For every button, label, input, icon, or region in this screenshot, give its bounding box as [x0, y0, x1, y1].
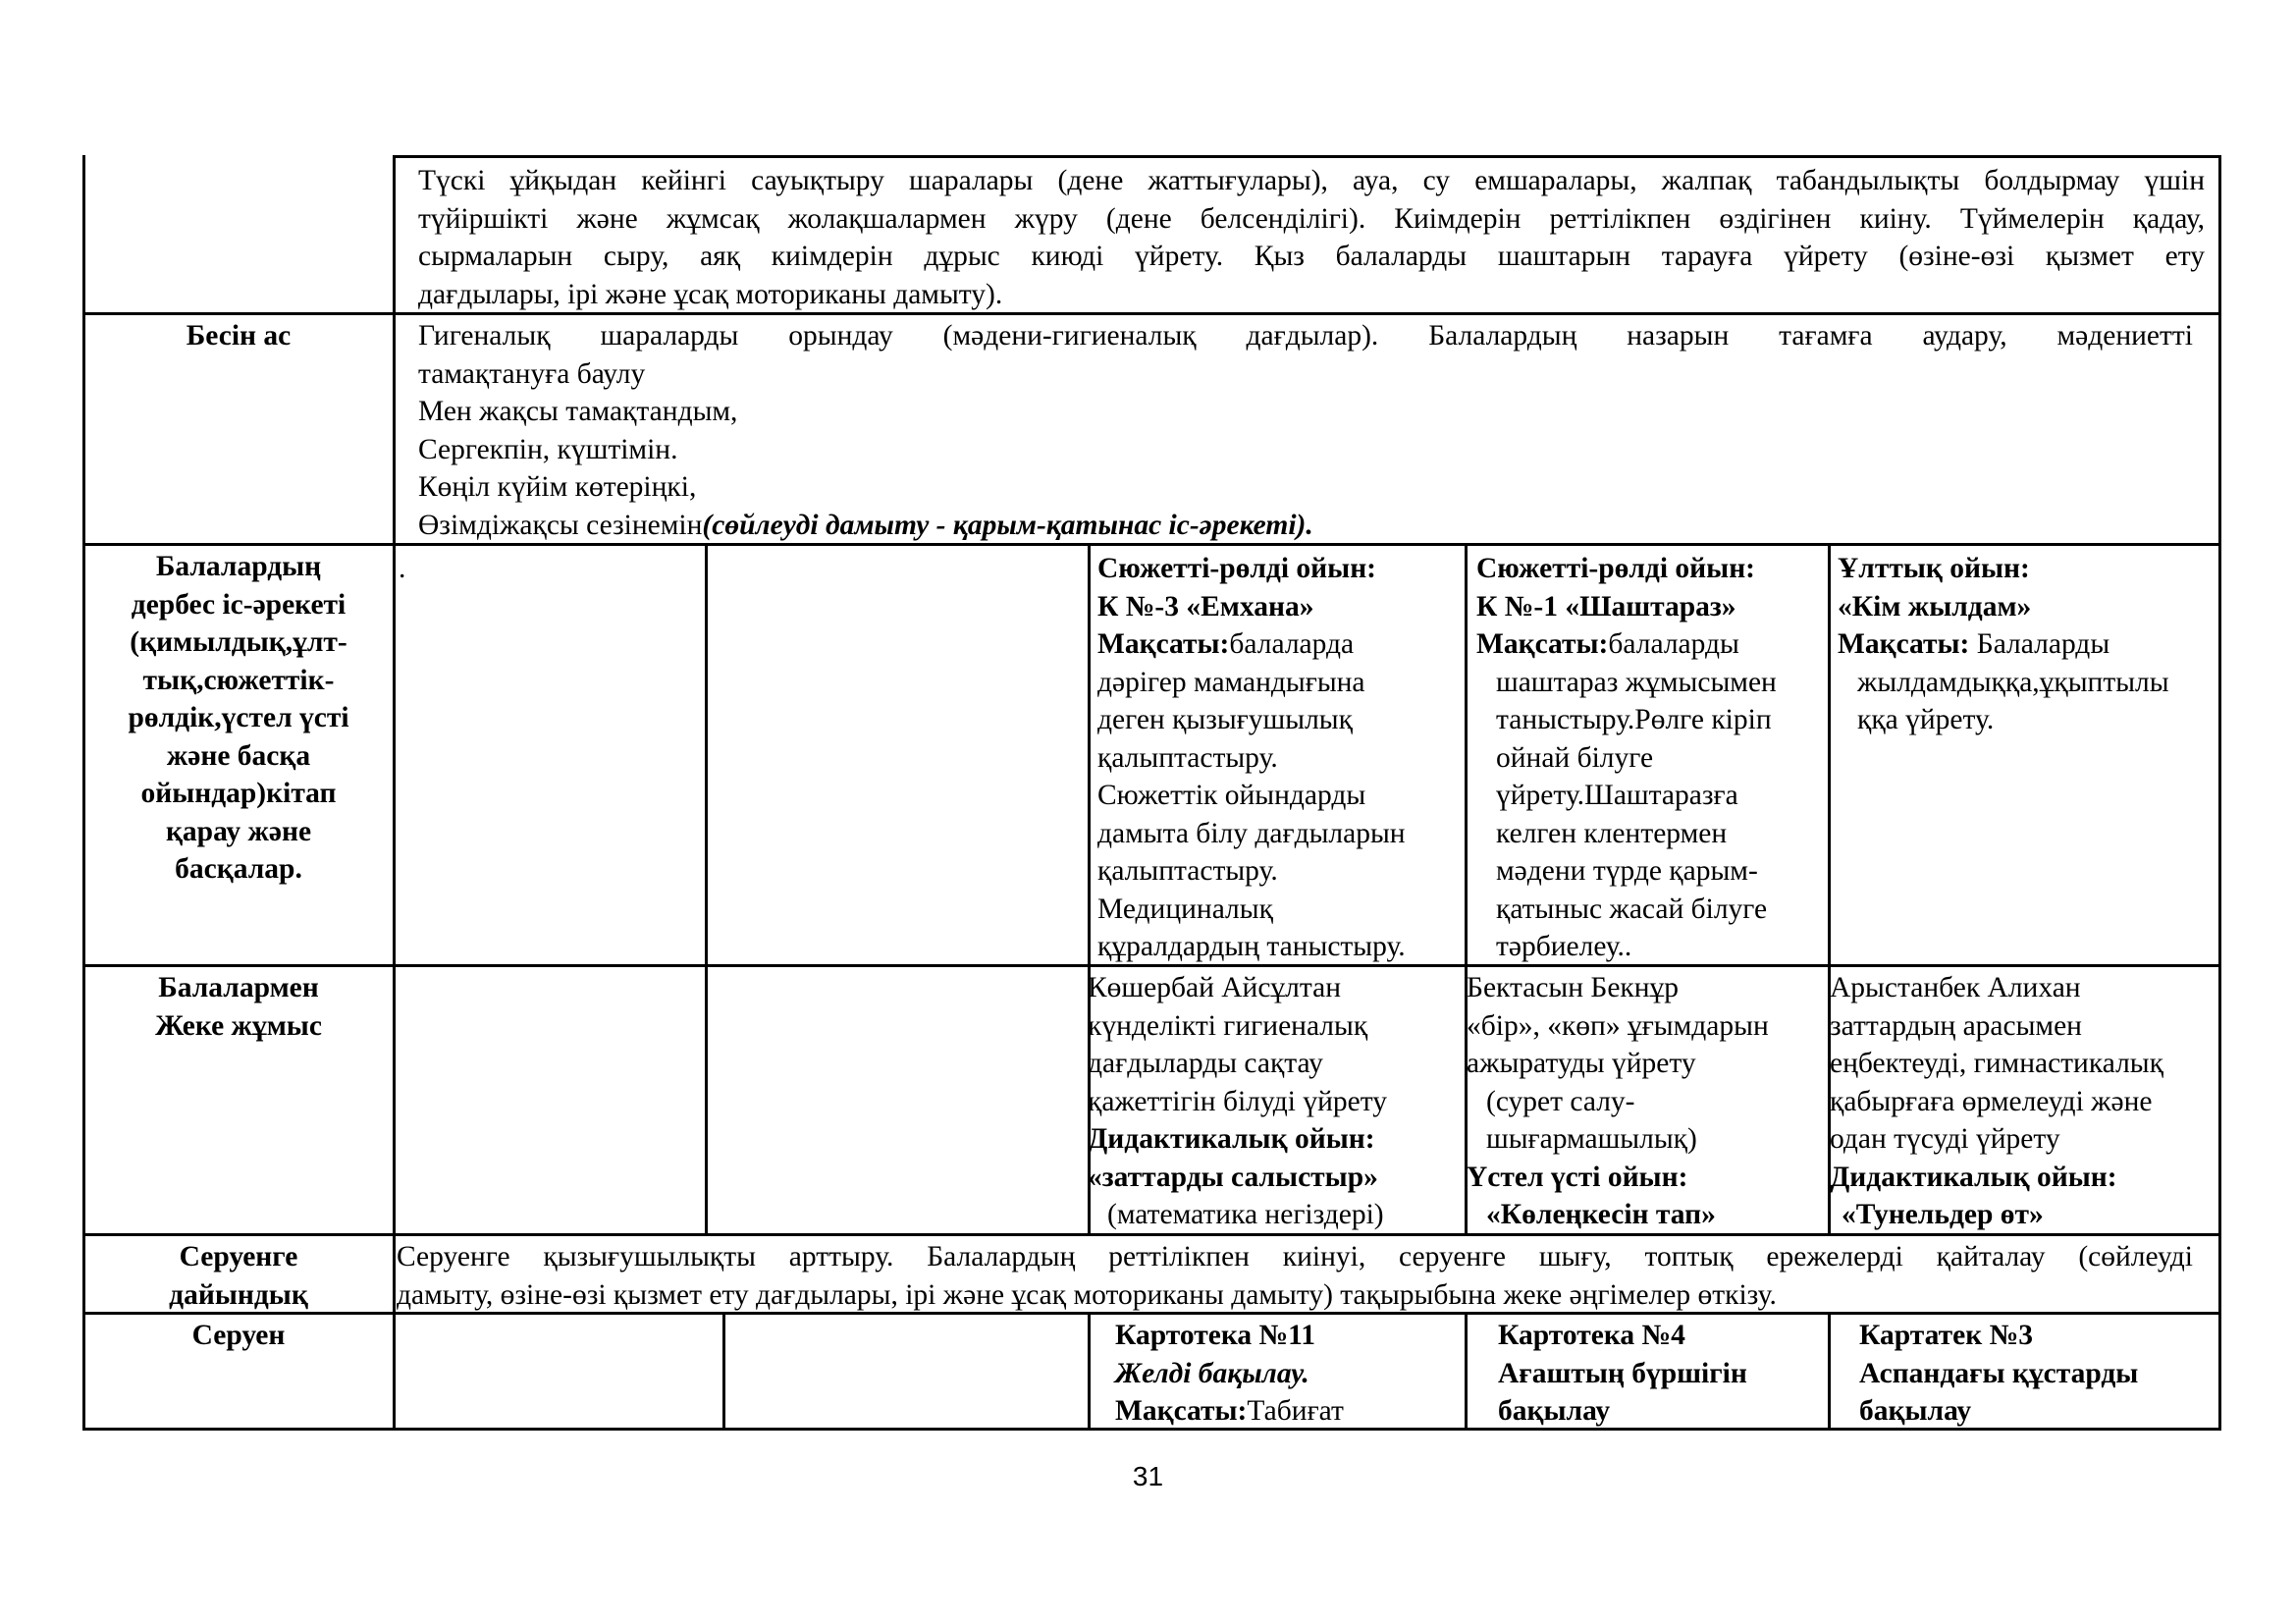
- goal-label: Мақсаты:: [1838, 628, 1970, 660]
- game-title: Дидактикалық ойын:: [1088, 1123, 1375, 1155]
- text-line: дамыта білу дағдыларын: [1097, 817, 1406, 849]
- independent-col4: [1476, 550, 1777, 966]
- walk-prep-text: [397, 1238, 2193, 1314]
- goal-label: Мақсаты:: [1476, 628, 1609, 660]
- table-rule: [705, 543, 708, 1235]
- text-line: Көңіл күйім көтеріңкі,: [418, 471, 697, 503]
- page-number: 31: [1132, 1461, 1164, 1491]
- text-line: түйіршікті және жұмсақ жолақшалармен жүру (дене белсенділігі). Киімдерін реттілікпен өздігінен киіну. Түймелерін қадау,: [418, 202, 2205, 235]
- label-line: және басқа: [166, 739, 311, 772]
- text-line: (математика негіздері): [1107, 1199, 1384, 1230]
- card-title: Картотека №4: [1498, 1320, 1685, 1351]
- text-line: Сергекпін, күштімін.: [418, 433, 678, 465]
- goal-line: [1476, 625, 1777, 664]
- text-line: сырмаларын сыру, аяқ киімдерін дұрыс киюді үйрету. Қыз балаларды шаштарын тарауға үйрету (өзіне-өзі қызмет ету: [418, 241, 2205, 272]
- label-line: рөлдік,үстел үсті: [128, 702, 349, 733]
- text-line: дамыту, өзіне-өзі қызмет ету дағдылары, ірі және ұсақ моториканы дамыту) тақырыбына жеке әңгімелер өткізу.: [397, 1278, 1777, 1311]
- card-subtitle: Аспандағы құстарды: [1859, 1357, 2139, 1389]
- table-rule: [722, 1312, 725, 1430]
- walk-col4: [1498, 1317, 1747, 1431]
- text-line: қажеттігін білуді үйрету: [1088, 1085, 1387, 1117]
- independent-col1-mark: .: [399, 553, 406, 584]
- game-name: «заттарды салыстыр»: [1088, 1161, 1378, 1193]
- goal-text: балаларды: [1608, 628, 1739, 660]
- label-line: Жеке жұмыс: [155, 1009, 322, 1042]
- nap-wellness-text: [418, 162, 2205, 313]
- text-line: тамақтануға баулу: [418, 357, 646, 390]
- goal-line: [1838, 625, 2169, 664]
- text-line: жылдамдыққа,ұқыптылы: [1857, 666, 2169, 698]
- goal-line: [1097, 625, 1406, 664]
- label-line: қарау және: [165, 815, 312, 847]
- card-title: Картотека №11: [1115, 1320, 1316, 1351]
- text-line: Гигеналық шараларды орындау (мәдени-гигиеналық дағдылар). Балалардың назарын тағамға аудару, мәдениетті: [418, 320, 2193, 352]
- row-label-independent: [86, 548, 391, 889]
- goal-label: Мақсаты:: [1115, 1395, 1248, 1427]
- label-line: дербес іс-әрекеті: [131, 588, 347, 621]
- walk-col3: [1115, 1317, 1344, 1431]
- text-line: тәрбиелеу..: [1496, 931, 1632, 962]
- text-line: ойнай білуге: [1496, 741, 1654, 774]
- text-line: шығармашылық): [1486, 1123, 1697, 1155]
- individual-col4: [1467, 969, 1769, 1234]
- text-line: Бектасын Бекнұр: [1467, 972, 1680, 1003]
- text-line: шаштараз жұмысымен: [1496, 666, 1777, 698]
- card-subtitle: бақылау: [1859, 1395, 1972, 1427]
- text-line: дағдыларды сақтау: [1088, 1048, 1323, 1079]
- text-line: Арыстанбек Алихан: [1830, 972, 2081, 1003]
- goal-text: балаларда: [1229, 628, 1355, 660]
- game-title: Үстел үсті ойын:: [1467, 1161, 1688, 1193]
- text-line: заттардың арасымен: [1830, 1009, 2082, 1042]
- text-line: Серуенге қызығушылықты арттыру. Балалардың реттілікпен киінуі, серуенге шығу, топтық ережелерді қайталау (сөйлеуді: [397, 1241, 2193, 1272]
- card-subtitle: Ағаштың бүршігін: [1498, 1357, 1747, 1389]
- label-line: Серуенге: [179, 1241, 298, 1272]
- game-name: К №-1 «Шаштараз»: [1476, 590, 1736, 623]
- game-name: «Көлеңкесін тап»: [1486, 1199, 1716, 1230]
- row-label-walk: Серуен: [191, 1320, 286, 1351]
- text-line: қабырғаға өрмелеуді және: [1830, 1085, 2153, 1117]
- text-line: Мен жақсы тамақтандым,: [418, 396, 738, 427]
- text-line: таныстыру.Рөлге кіріп: [1496, 704, 1772, 735]
- text-line: одан түсуді үйрету: [1830, 1123, 2060, 1155]
- card-title: Картатек №3: [1859, 1320, 2033, 1351]
- text-line: еңбектеуді, гимнастикалық: [1830, 1048, 2163, 1079]
- individual-col3: [1088, 969, 1387, 1234]
- label-line: басқалар.: [175, 853, 302, 885]
- game-name: «Тунельдер өт»: [1842, 1199, 2044, 1230]
- text-line: құралдардың таныстыру.: [1097, 931, 1406, 962]
- goal-text: Балаларды: [1969, 628, 2110, 660]
- text-line: күнделікті гигиеналық: [1088, 1009, 1368, 1042]
- table-rule: [82, 155, 85, 1431]
- independent-col3: [1097, 550, 1406, 966]
- text-line: (сурет салу-: [1486, 1085, 1635, 1117]
- text-line: келген клентермен: [1496, 817, 1728, 849]
- game-name: «Кім жылдам»: [1838, 590, 2032, 623]
- label-line: (қимылдық,ұлт-: [130, 626, 347, 658]
- card-subtitle: бақылау: [1498, 1395, 1611, 1427]
- walk-col5: [1859, 1317, 2138, 1431]
- text-line: қалыптастыру.: [1097, 855, 1278, 887]
- game-title: Дидактикалық ойын:: [1830, 1161, 2117, 1193]
- game-title: Сюжетті-рөлді ойын:: [1097, 553, 1377, 584]
- text-line: Түскі ұйқыдан кейінгі сауықтыру шаралары (дене жаттығулары), ауа, су емшаралары, жалпақ табандылықты болдырмау үшін: [418, 165, 2205, 196]
- text-line: деген қызығушылық: [1097, 704, 1353, 735]
- table-rule: [393, 155, 2220, 158]
- label-line: дайындық: [169, 1278, 308, 1311]
- label-line: Балалардың: [155, 551, 322, 582]
- table-rule: [393, 155, 396, 1431]
- text-line: Медициналық: [1097, 893, 1273, 925]
- text-line: Көшербай Айсұлтан: [1088, 972, 1342, 1003]
- individual-col5: [1830, 969, 2163, 1234]
- text-line: мәдени түрде қарым-: [1496, 855, 1758, 887]
- snack-text: [418, 317, 2193, 544]
- goal-text: Табиғат: [1247, 1395, 1344, 1427]
- goal-line: [1115, 1392, 1344, 1431]
- label-line: ойындар)кітап: [140, 778, 337, 809]
- text-line: қатыныс жасай білуге: [1496, 893, 1768, 925]
- card-subtitle: Желді бақылау.: [1115, 1357, 1309, 1389]
- goal-label: Мақсаты:: [1097, 628, 1230, 660]
- label-line: Балалармен: [158, 972, 319, 1003]
- label-line: тық,сюжеттік-: [142, 664, 335, 696]
- independent-col5: [1838, 550, 2169, 739]
- text-line: [418, 507, 2193, 545]
- text-line: дағдылары, ірі және ұсақ моториканы дамыту).: [418, 278, 1003, 310]
- text-line: дәрігер мамандығына: [1097, 666, 1365, 698]
- game-name: К №-3 «Емхана»: [1097, 590, 1314, 623]
- table-rule: [1088, 1312, 1091, 1430]
- text-line: ажыратуды үйрету: [1467, 1048, 1696, 1079]
- text-line: Сюжеттік ойындарды: [1097, 780, 1366, 811]
- text-line: «бір», «көп» ұғымдарын: [1467, 1009, 1769, 1042]
- text-line: үйрету.Шаштаразға: [1496, 780, 1738, 811]
- text-line: ққа үйрету.: [1857, 704, 1995, 735]
- table-rule: [1828, 1312, 1831, 1430]
- row-label-walk-prep: [86, 1238, 391, 1314]
- text-span-emphasis: (сөйлеуді дамыту - қарым-қатынас іс-әрекеті).: [702, 509, 1313, 541]
- table-rule: [1465, 1312, 1468, 1430]
- game-title: Ұлттық ойын:: [1838, 553, 2030, 584]
- text-line: қалыптастыру.: [1097, 741, 1278, 774]
- game-title: Сюжетті-рөлді ойын:: [1476, 553, 1756, 584]
- table-rule: [2218, 155, 2221, 1431]
- row-label-individual: [86, 969, 391, 1045]
- row-label-snack: Бесін ас: [186, 320, 292, 352]
- text-span: Өзімдіжақсы сезінемін: [418, 509, 703, 541]
